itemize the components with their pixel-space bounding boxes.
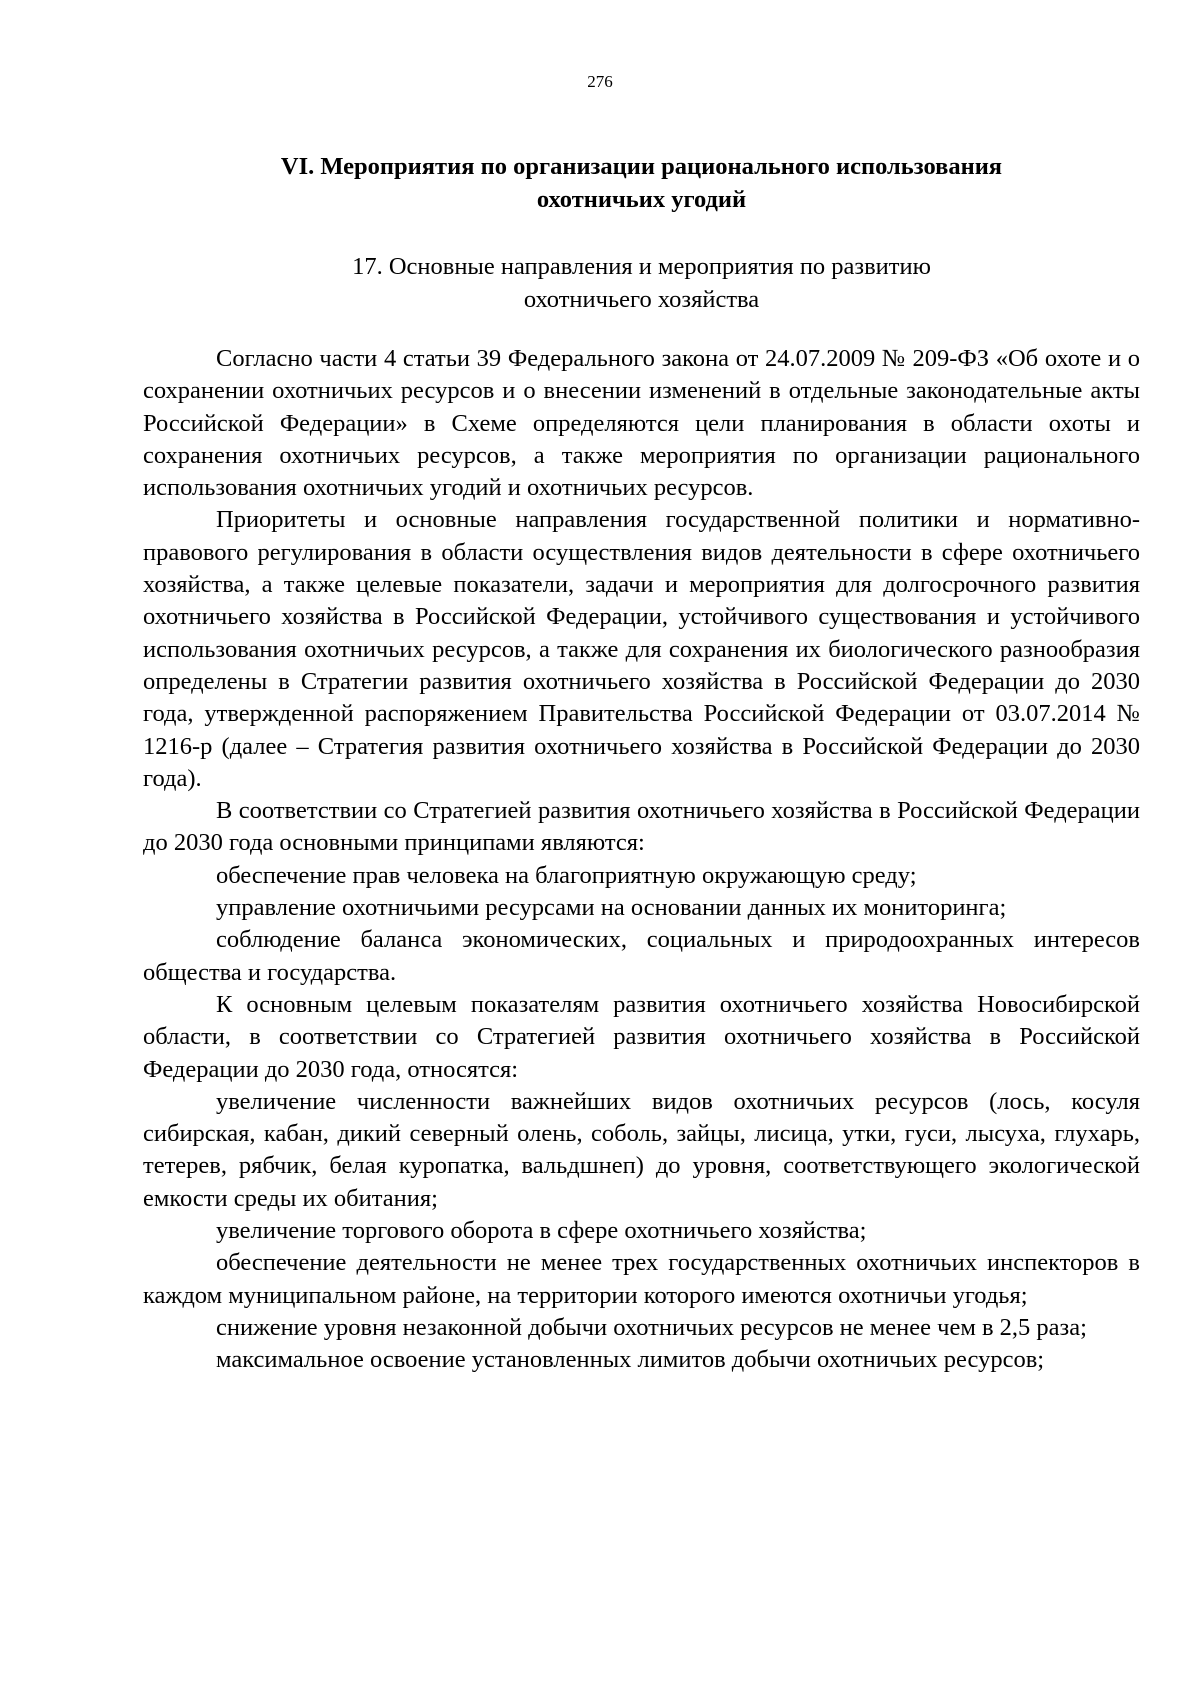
section-subtitle-line-1: 17. Основные направления и мероприятия по развитию <box>352 253 931 280</box>
section-heading <box>143 150 1140 316</box>
paragraph: В соответствии со Стратегией развития охотничьего хозяйства в Российской Федерации до 2030 года основными принципами являются: <box>143 797 1140 857</box>
list-item: обеспечение деятельности не менее трех государственных охотничьих инспекторов в каждом муниципальном районе, на территории которого имеются охотничьи угодья; <box>143 1249 1140 1309</box>
list-item: максимальное освоение установленных лимитов добычи охотничьих ресурсов; <box>216 1346 1045 1374</box>
list-item: снижение уровня незаконной добычи охотничьих ресурсов не менее чем в 2,5 раза; <box>216 1313 1087 1341</box>
section-subtitle-line-2: охотничьего хозяйства <box>523 286 760 313</box>
section-title-line-1: VI. Мероприятия по организации рационального использования <box>280 153 1003 180</box>
section-title <box>143 150 1140 216</box>
list-item: увеличение численности важнейших видов охотничьих ресурсов (лось, косуля сибирская, кабан, дикий северный олень, соболь, зайцы, лисица, утки, гуси, лысуха, глухарь, тетерев, рябчик, белая куропатка, вальдшнеп) до уровня, соответствующего экологической емкости среды их обитания; <box>143 1087 1140 1212</box>
list-item: обеспечение прав человека на благоприятную окружающую среду; <box>216 861 917 889</box>
page-number: 276 <box>587 72 613 91</box>
list-item: управление охотничьими ресурсами на основании данных их мониторинга; <box>216 894 1007 922</box>
body-text <box>143 343 1140 1377</box>
list-item: соблюдение баланса экономических, социальных и природоохранных интересов общества и государства. <box>143 926 1140 986</box>
paragraph: К основным целевым показателям развития охотничьего хозяйства Новосибирской области, в соответствии со Стратегией развития охотничьего хозяйства в Российской Федерации до 2030 года, относятся: <box>143 990 1140 1083</box>
paragraph: Приоритеты и основные направления государственной политики и нормативно-правового регулирования в области осуществления видов деятельности в сфере охотничьего хозяйства, а также целевые показатели, задачи и мероприятия для долгосрочного развития охотничьего хозяйства в Российской Федерации, устойчивого существования и устойчивого использования охотничьих ресурсов, а также для сохранения их биологического разнообразия определены в Стратегии развития охотничьего хозяйства в Российской Федерации до 2030 года, утвержденной распоряжением Правительства Российской Федерации от 03.07.2014 № 1216-р (далее – Стратегия развития охотничьего хозяйства в Российской Федерации до 2030 года). <box>143 506 1140 792</box>
section-title-line-2: охотничьих угодий <box>536 186 747 213</box>
section-subtitle <box>143 250 1140 316</box>
paragraph: Согласно части 4 статьи 39 Федерального закона от 24.07.2009 № 209-ФЗ «Об охоте и о сохранении охотничьих ресурсов и о внесении изменений в отдельные законодательные акты Российской Федерации» в Схеме определяются цели планирования в области охоты и сохранения охотничьих ресурсов, а также мероприятия по организации рационального использования охотничьих угодий и охотничьих ресурсов. <box>143 345 1140 502</box>
list-item: увеличение торгового оборота в сфере охотничьего хозяйства; <box>216 1217 867 1245</box>
